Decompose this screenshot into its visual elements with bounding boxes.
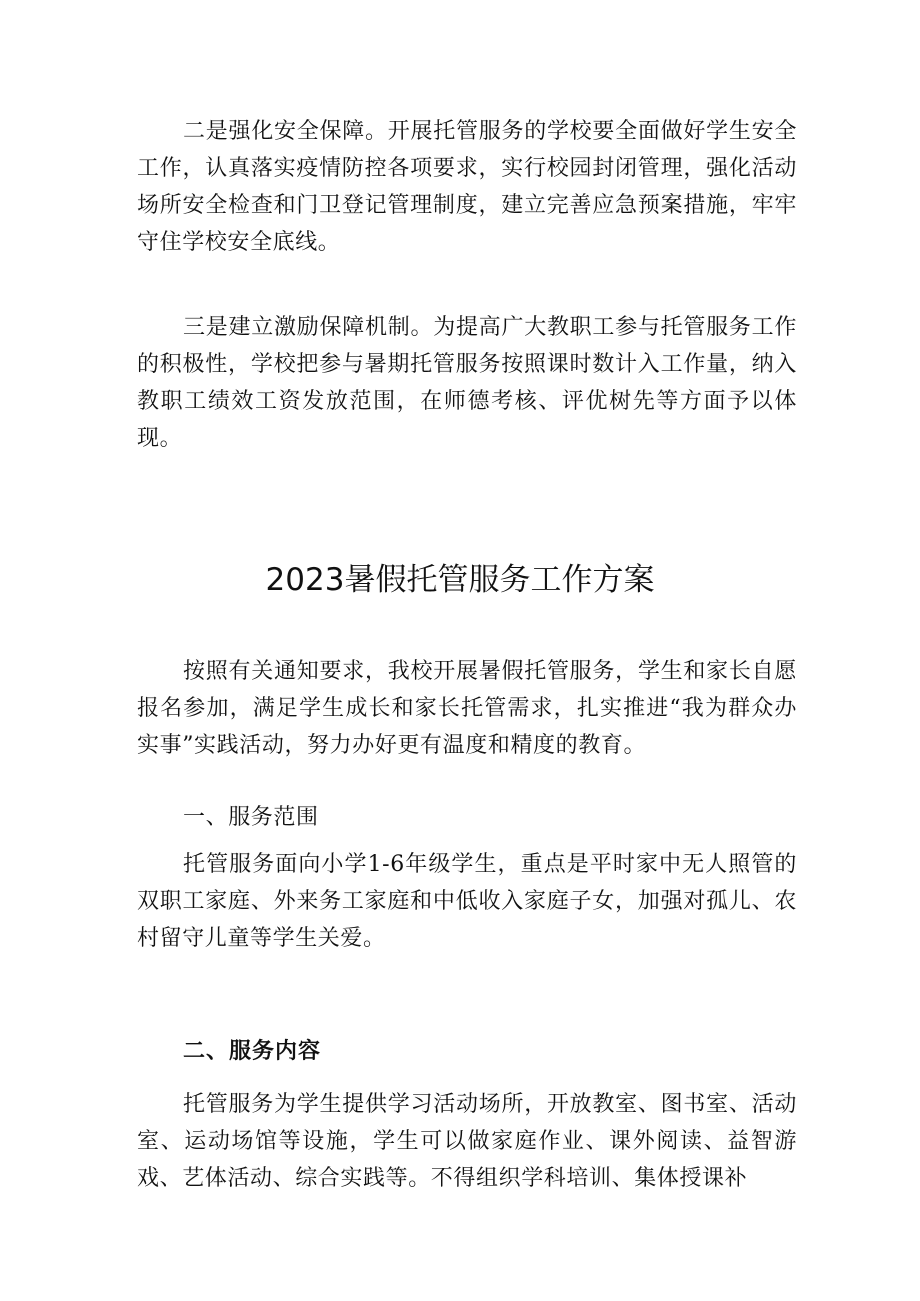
section-heading-service-scope: 一、服务范围 (183, 805, 319, 830)
paragraph-service-scope: 托管服务面向小学1-6年级学生，重点是平时家中无人照管的双职工家庭、外来务工家庭和中低收入家庭子女，加强对孤儿、农村留守儿童等学生关爱。 (137, 852, 797, 951)
paragraph-service-content: 托管服务为学生提供学习活动场所，开放教室、图书室、活动室、运动场馆等设施，学生可以做家庭作业、课外阅读、益智游戏、艺体活动、综合实践等。不得组织学科培训、集体授课补 (137, 1092, 797, 1191)
paragraph-safety-guarantee: 二是强化安全保障。开展托管服务的学校要全面做好学生安全工作，认真落实疫情防控各项要求，实行校园封闭管理，强化活动场所安全检查和门卫登记管理制度，建立完善应急预案措施，牢牢守住学校安全底线。 (137, 119, 797, 255)
paragraph-incentive-mechanism: 三是建立激励保障机制。为提高广大教职工参与托管服务工作的积极性，学校把参与暑期托管服务按照课时数计入工作量，纳入教职工绩效工资发放范围，在师德考核、评优树先等方面予以体现。 (137, 315, 797, 451)
section-heading-service-content: 二、服务内容 (183, 1039, 322, 1064)
paragraph-intro: 按照有关通知要求，我校开展暑假托管服务，学生和家长自愿报名参加，满足学生成长和家长托管需求，扎实推进“我为群众办实事”实践活动，努力办好更有温度和精度的教育。 (137, 659, 797, 758)
document-title: 2023暑假托管服务工作方案 (265, 562, 655, 598)
